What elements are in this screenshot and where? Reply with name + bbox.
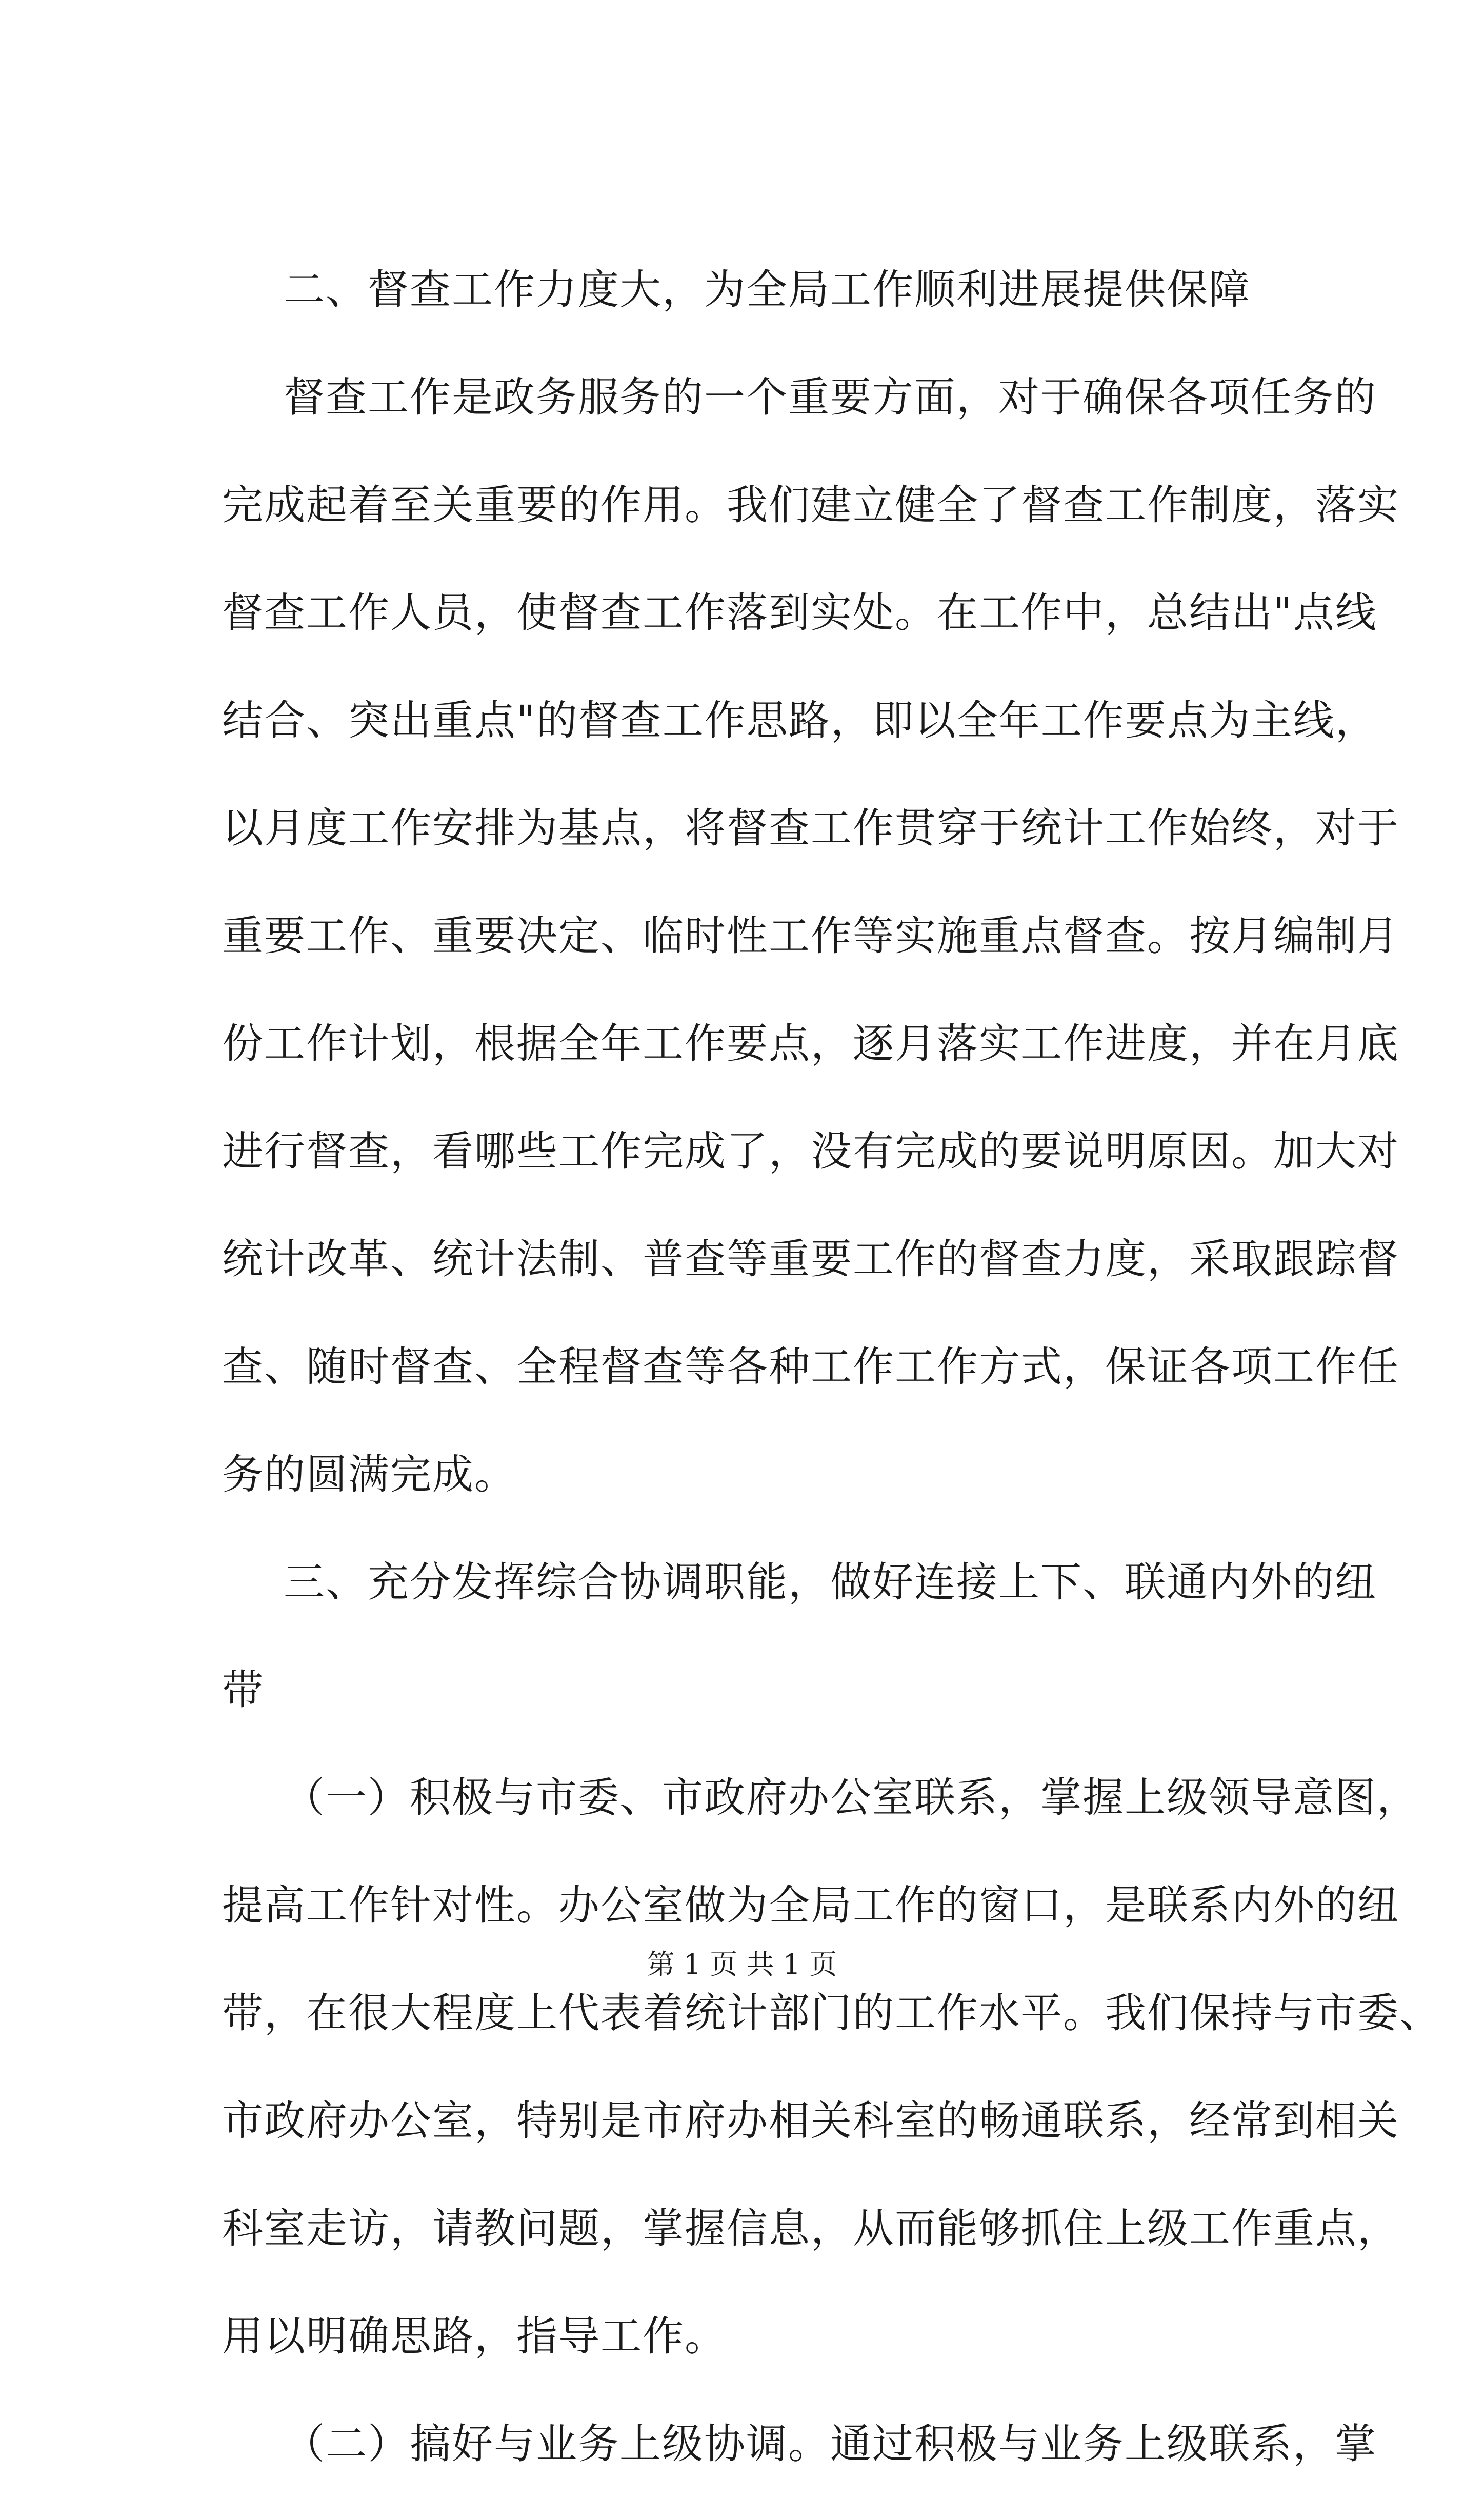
paragraph-line: 统计改革、统计法制、普查等重要工作的督查力度，采取跟踪督 [222, 1235, 1399, 1283]
section-heading-2: 二、督查工作力度大，为全局工作顺利进展提供保障 [284, 266, 1251, 313]
section-heading-3-continued: 带 [222, 1666, 264, 1714]
subsection-1-line: （一）积极与市委、市政府办公室联系，掌握上级领导意图， [284, 1774, 1419, 1821]
paragraph-line: 结合、突出重点"的督查工作思路，即以全年工作要点为主线， [222, 697, 1377, 744]
paragraph-line: 进行督查，看哪些工作完成了，没有完成的要说明原因。加大对 [222, 1127, 1399, 1175]
paragraph-line-last: 用以明确思路，指导工作。 [222, 2312, 727, 2360]
paragraph-line: 以月度工作安排为基点，将督查工作贯穿于统计工作始终，对于 [222, 804, 1399, 852]
paragraph-line: 重要工作、重要决定、临时性工作等实施重点督查。按月编制月 [222, 912, 1399, 960]
paragraph-line: 完成起着至关重要的作用。我们建立健全了督查工作制度，落实 [222, 481, 1399, 529]
paragraph-line: 督查工作是政务服务的一个重要方面，对于确保各项任务的 [284, 373, 1377, 421]
section-heading-3: 三、充分发挥综合协调职能，做好连接上下、联通内外的纽 [284, 1558, 1377, 1606]
page-number-footer: 第 1 页 共 1 页 [647, 1948, 837, 1980]
paragraph-line: 科室走访，请教问题，掌握信息，从而能够抓住上级工作重点， [222, 2205, 1399, 2252]
paragraph-line: 督查工作人员，使督查工作落到实处。在工作中，总结出"点线 [222, 589, 1377, 637]
paragraph-line: 市政府办公室，特别是市府办相关科室的畅通联系，经常到相关 [222, 2097, 1399, 2145]
document-body [222, 236, 1441, 2498]
paragraph-line: 提高工作针对性。办公室做为全局工作的窗口，是联系内外的纽 [222, 1881, 1399, 1929]
paragraph-line: 带，在很大程度上代表着统计部门的工作水平。我们保持与市委、 [222, 1989, 1441, 2037]
paragraph-line: 份工作计划，根据全年工作要点，逐月落实工作进度，并在月底 [222, 1020, 1399, 1067]
paragraph-line: 查、随时督查、全程督查等各种工作工作方式，保证各项工作任 [222, 1343, 1399, 1391]
paragraph-line-last: 务的圆满完成。 [222, 1451, 516, 1498]
subsection-2-line: （二）搞好与业务上级协调。通过积极与业务上级联系，掌 [284, 2420, 1377, 2468]
